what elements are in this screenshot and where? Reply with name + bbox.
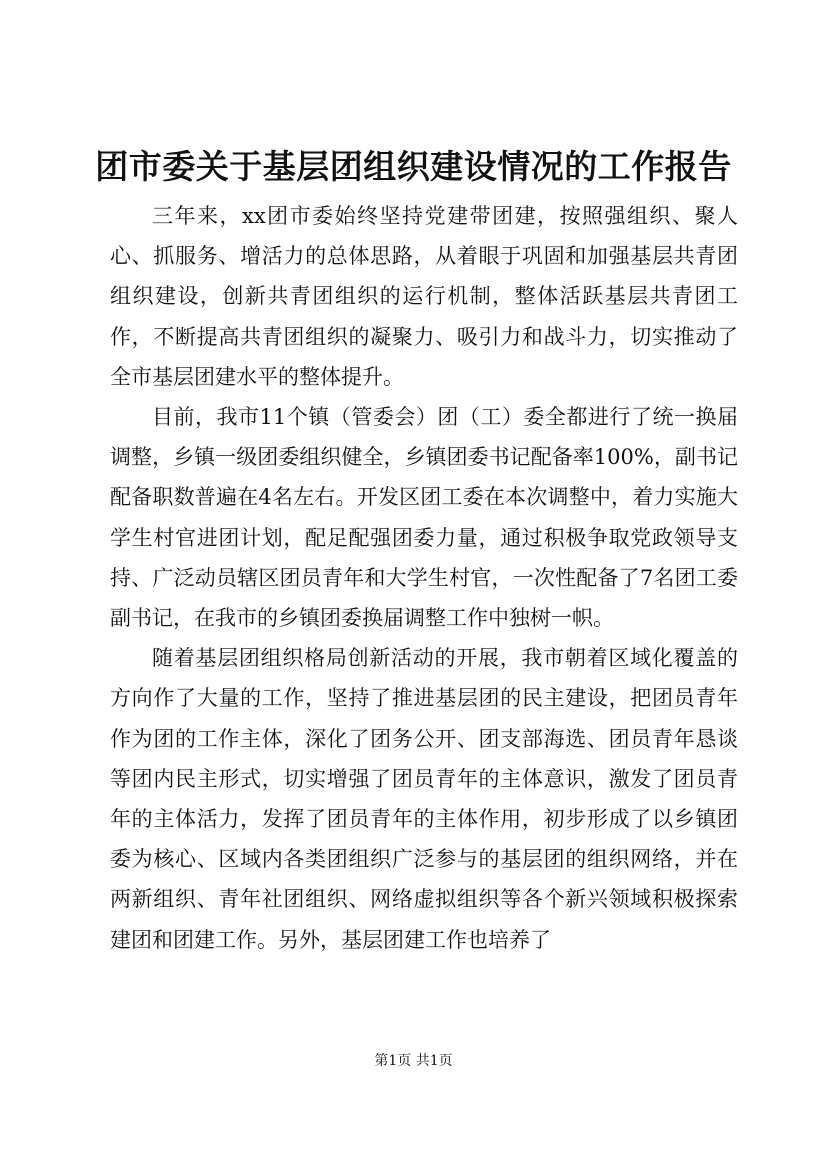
document-body: [110, 196, 738, 960]
paragraph-1: 三年来，xx团市委始终坚持党建带团建，按照强组织、聚人心、抓服务、增活力的总体思路，从着眼于巩固和加强基层共青团组织建设，创新共青团组织的运行机制，整体活跃基层共青团工作，不断提高共青团组织的凝聚力、吸引力和战斗力，切实推动了全市基层团建水平的整体提升。: [110, 204, 738, 389]
document-title: 团市委关于基层团组织建设情况的工作报告: [95, 147, 732, 186]
page-footer: 第1页 共1页: [374, 1053, 453, 1069]
paragraph-3: 随着基层团组织格局创新活动的开展，我市朝着区域化覆盖的方向作了大量的工作，坚持了推进基层团的民主建设，把团员青年作为团的工作主体，深化了团务公开、团支部海选、团员青年恳谈等团内民主形式，切实增强了团员青年的主体意识，激发了团员青年的主体活力，发挥了团员青年的主体作用，初步形成了以乡镇团委为核心、区域内各类团组织广泛参与的基层团的组织网络，并在两新组织、青年社团组织、网络虚拟组织等各个新兴领域积极探索建团和团建工作。另外，基层团建工作也培养了: [110, 646, 738, 952]
paragraph-2: 目前，我市11个镇（管委会）团（工）委全都进行了统一换届调整，乡镇一级团委组织健全，乡镇团委书记配备率100%，副书记配备职数普遍在4名左右。开发区团工委在本次调整中，着力实施大学生村官进团计划，配足配强团委力量，通过积极争取党政领导支持、广泛动员辖区团员青年和大学生村官，一次性配备了7名团工委副书记，在我市的乡镇团委换届调整工作中独树一帜。: [110, 405, 738, 631]
